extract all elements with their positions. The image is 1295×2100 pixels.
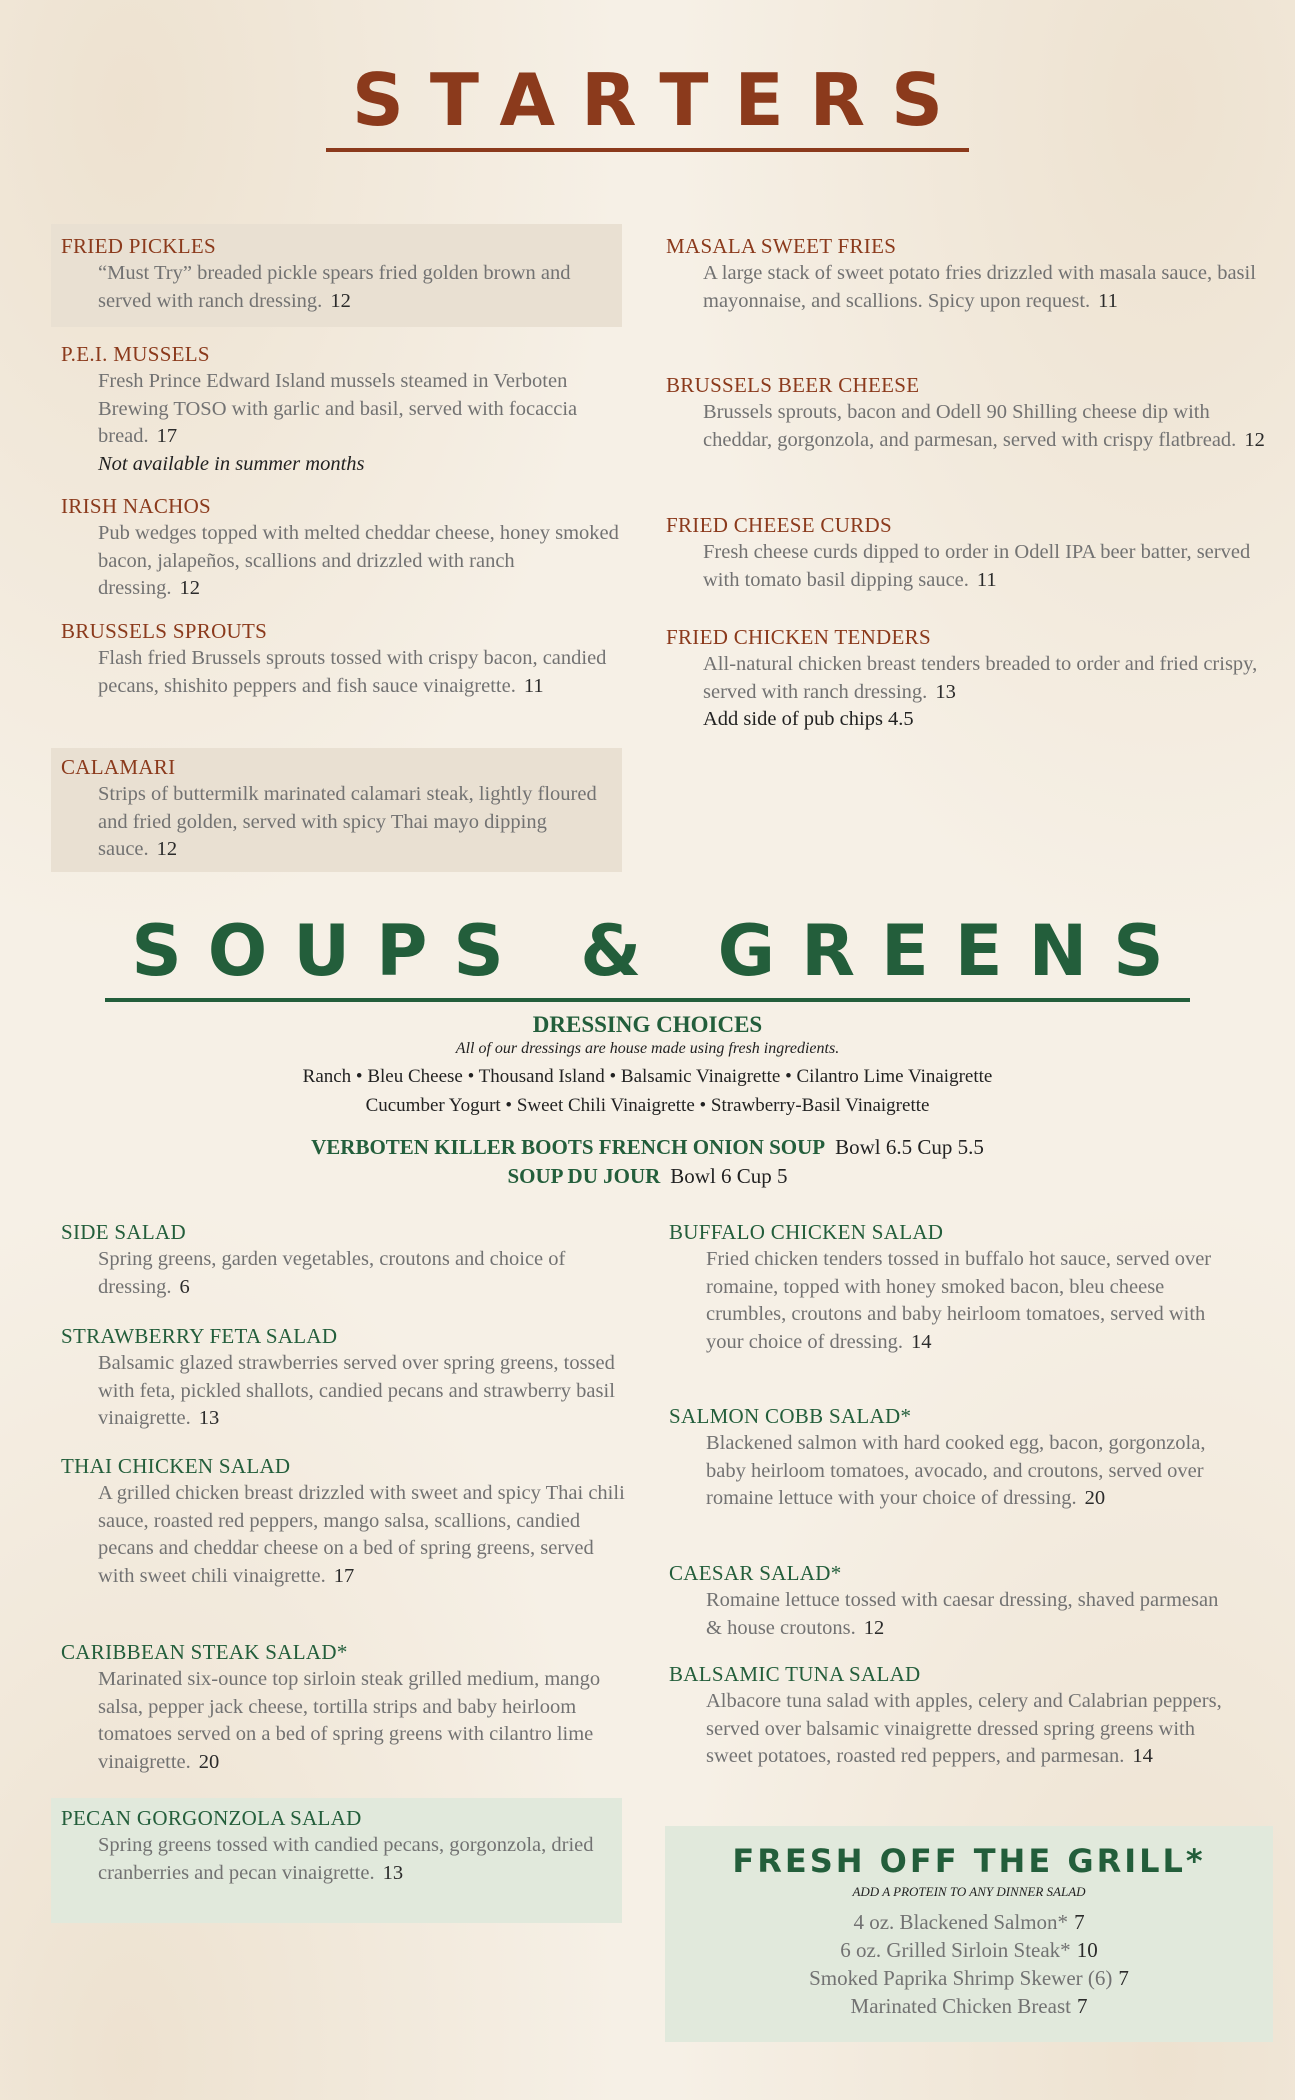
item-name: MASALA SWEET FRIES bbox=[666, 234, 897, 258]
item-desc: Brussels sprouts, bacon and Odell 90 Shilling cheese dip with cheddar, gorgonzola, and parmesan, served with crispy flatbread. 12 bbox=[703, 401, 1265, 451]
item-price: 12 bbox=[1244, 428, 1265, 451]
item-price: 12 bbox=[863, 1616, 885, 1639]
menu-item bbox=[669, 1662, 1239, 1771]
grill-price: 7 bbox=[1076, 1994, 1088, 2018]
item-desc: All-natural chicken breast tenders breaded to order and fried crispy, served with ranch dressing. 13 Add side of pub chips 4.5 bbox=[703, 651, 1266, 734]
grill-price: 7 bbox=[1074, 1910, 1085, 1934]
item-price: 12 bbox=[156, 838, 178, 860]
item-price: 11 bbox=[976, 568, 997, 591]
item-name: CAESAR SALAD* bbox=[669, 1561, 842, 1585]
menu-item bbox=[61, 1454, 631, 1590]
menu-item bbox=[61, 1220, 631, 1301]
grill-item: 6 oz. Grilled Sirloin Steak* 10 bbox=[840, 1938, 1098, 1962]
menu-item bbox=[666, 625, 1266, 734]
item-name: P.E.I. MUSSELS bbox=[61, 342, 210, 366]
menu-item bbox=[61, 755, 621, 864]
menu-item bbox=[61, 342, 621, 478]
item-note: Not available in summer months bbox=[98, 452, 365, 475]
item-desc: Strips of buttermilk marinated calamari steak, lightly floured and fried golden, served with spicy Thai mayo dipping sauce. 12 bbox=[98, 783, 597, 860]
soup-prices: Bowl 6 Cup 5 bbox=[670, 1164, 788, 1188]
item-desc: Pub wedges topped with melted cheddar cheese, honey smoked bacon, jalapeños, scallions and drizzled with ranch dressing. 12 bbox=[98, 522, 619, 599]
item-price: 13 bbox=[382, 1861, 404, 1884]
item-price: 14 bbox=[1132, 1745, 1153, 1767]
starters-title: STARTERS bbox=[0, 58, 1295, 152]
item-desc: Marinated six-ounce top sirloin steak grilled medium, mango salsa, pepper jack cheese, tortilla strips and baby heirloom tomatoes served on a bed of spring greens with cilantro lime vinaigrette. 20 bbox=[98, 1668, 601, 1773]
item-price: 12 bbox=[330, 289, 351, 312]
menu-item bbox=[61, 234, 621, 315]
soup-name: SOUP DU JOUR bbox=[507, 1164, 661, 1188]
menu-item bbox=[666, 373, 1266, 454]
item-name: IRISH NACHOS bbox=[61, 494, 212, 518]
item-price: 11 bbox=[1098, 289, 1118, 312]
grill-price: 10 bbox=[1076, 1938, 1098, 1962]
item-price: 17 bbox=[156, 425, 178, 447]
item-name: BALSAMIC TUNA SALAD bbox=[669, 1662, 921, 1686]
item-name: PECAN GORGONZOLA SALAD bbox=[61, 1806, 362, 1830]
menu-item bbox=[666, 513, 1266, 594]
grill-title: FRESH OFF THE GRILL* bbox=[732, 1842, 1206, 1880]
item-price: 13 bbox=[935, 680, 956, 703]
soups-greens-title: SOUPS & GREENS bbox=[0, 910, 1295, 1002]
item-price: 13 bbox=[198, 1407, 220, 1429]
item-name: BUFFALO CHICKEN SALAD bbox=[669, 1220, 944, 1244]
item-name: BRUSSELS SPROUTS bbox=[61, 619, 268, 643]
item-desc: A large stack of sweet potato fries drizzled with masala sauce, basil mayonnaise, and scallions. Spicy upon request. 11 bbox=[703, 262, 1256, 312]
item-extra: Add side of pub chips 4.5 bbox=[703, 708, 914, 730]
grill-subtitle: ADD A PROTEIN TO ANY DINNER SALAD bbox=[852, 1884, 1086, 1899]
soup-list bbox=[0, 1133, 1295, 1191]
item-price: 20 bbox=[198, 1750, 220, 1773]
menu-item bbox=[61, 619, 621, 700]
item-desc: Balsamic glazed strawberries served over spring greens, tossed with feta, pickled shallots, candied pecans and strawberry basil vinaigrette. 13 bbox=[98, 1352, 615, 1429]
dressing-title: DRESSING CHOICES bbox=[532, 1012, 763, 1037]
item-name: THAI CHICKEN SALAD bbox=[61, 1454, 291, 1478]
menu-item bbox=[669, 1404, 1239, 1513]
menu-item bbox=[669, 1561, 1239, 1642]
soup-prices: Bowl 6.5 Cup 5.5 bbox=[835, 1135, 984, 1159]
menu-item bbox=[61, 494, 621, 603]
item-name: STRAWBERRY FETA SALAD bbox=[61, 1324, 338, 1348]
item-desc: Blackened salmon with hard cooked egg, bacon, gorgonzola, baby heirloom tomatoes, avocado, and croutons, served over romaine lettuce with your choice of dressing. 20 bbox=[706, 1432, 1206, 1509]
fresh-off-the-grill-box bbox=[665, 1826, 1273, 2042]
item-desc: A grilled chicken breast drizzled with sweet and spicy Thai chili sauce, roasted red peppers, mango salsa, scallions, candied pecans and cheddar cheese on a bed of spring greens, served with sweet chili vinaigrette. 17 bbox=[98, 1482, 625, 1587]
item-desc: Fresh cheese curds dipped to order in Odell IPA beer batter, served with tomato basil dipping sauce. 11 bbox=[703, 541, 1251, 591]
item-price: 6 bbox=[179, 1275, 190, 1298]
item-name: BRUSSELS BEER CHEESE bbox=[666, 373, 920, 397]
soup-row bbox=[0, 1162, 1295, 1191]
item-name: SALMON COBB SALAD* bbox=[669, 1404, 912, 1428]
item-name: FRIED CHEESE CURDS bbox=[666, 513, 892, 537]
item-price: 17 bbox=[333, 1564, 355, 1587]
dressing-list: Ranch • Bleu Cheese • Thousand Island • Balsamic Vinaigrette • Cilantro Lime Vinaigrette bbox=[302, 1066, 993, 1087]
item-desc: Albacore tuna salad with apples, celery and Calabrian peppers, served over balsamic vinaigrette dressed spring greens with sweet potatoes, roasted red peppers, and parmesan. 14 bbox=[706, 1690, 1222, 1767]
soup-name: VERBOTEN KILLER BOOTS FRENCH ONION SOUP bbox=[311, 1135, 826, 1159]
item-desc: “Must Try” breaded pickle spears fried golden brown and served with ranch dressing. 12 bbox=[98, 262, 571, 312]
item-desc: Fresh Prince Edward Island mussels steamed in Verboten Brewing TOSO with garlic and basil, served with focaccia bread. 17 Not available in summer months bbox=[98, 368, 621, 478]
item-name: FRIED PICKLES bbox=[61, 234, 217, 258]
dressing-list: Cucumber Yogurt • Sweet Chili Vinaigrette • Strawberry-Basil Vinaigrette bbox=[365, 1095, 930, 1116]
item-desc: Flash fried Brussels sprouts tossed with crispy bacon, candied pecans, shishito peppers and fish sauce vinaigrette. 11 bbox=[98, 647, 607, 697]
dressing-choices bbox=[0, 1012, 1295, 1120]
item-name: FRIED CHICKEN TENDERS bbox=[666, 625, 931, 649]
item-price: 14 bbox=[910, 1330, 932, 1353]
item-desc: Romaine lettuce tossed with caesar dressing, shaved parmesan & house croutons. 12 bbox=[706, 1589, 1219, 1639]
item-name: CALAMARI bbox=[61, 755, 176, 779]
item-price: 11 bbox=[523, 674, 544, 697]
item-name: SIDE SALAD bbox=[61, 1220, 186, 1244]
item-price: 20 bbox=[1084, 1487, 1106, 1509]
grill-item: 4 oz. Blackened Salmon* 7 bbox=[853, 1910, 1085, 1934]
item-desc: Spring greens, garden vegetables, croutons and choice of dressing. 6 bbox=[98, 1248, 566, 1298]
item-desc: Spring greens tossed with candied pecans, gorgonzola, dried cranberries and pecan vinaigrette. 13 bbox=[98, 1834, 594, 1884]
grill-item: Marinated Chicken Breast 7 bbox=[850, 1994, 1088, 2018]
menu-item bbox=[666, 234, 1266, 315]
menu-item bbox=[61, 1640, 631, 1776]
menu-item bbox=[61, 1806, 621, 1887]
menu-item bbox=[669, 1220, 1239, 1356]
item-desc: Fried chicken tenders tossed in buffalo hot sauce, served over romaine, topped with honey smoked bacon, bleu cheese crumbles, croutons and baby heirloom tomatoes, served with your choice of dressing. 14 bbox=[706, 1248, 1212, 1353]
grill-price: 7 bbox=[1118, 1966, 1129, 1990]
soup-row bbox=[0, 1133, 1295, 1162]
dressing-subtitle: All of our dressings are house made using fresh ingredients. bbox=[455, 1040, 840, 1057]
item-name: CARIBBEAN STEAK SALAD* bbox=[61, 1640, 348, 1664]
grill-item: Smoked Paprika Shrimp Skewer (6) 7 bbox=[809, 1966, 1129, 1990]
menu-item bbox=[61, 1324, 631, 1433]
item-price: 12 bbox=[179, 577, 200, 599]
